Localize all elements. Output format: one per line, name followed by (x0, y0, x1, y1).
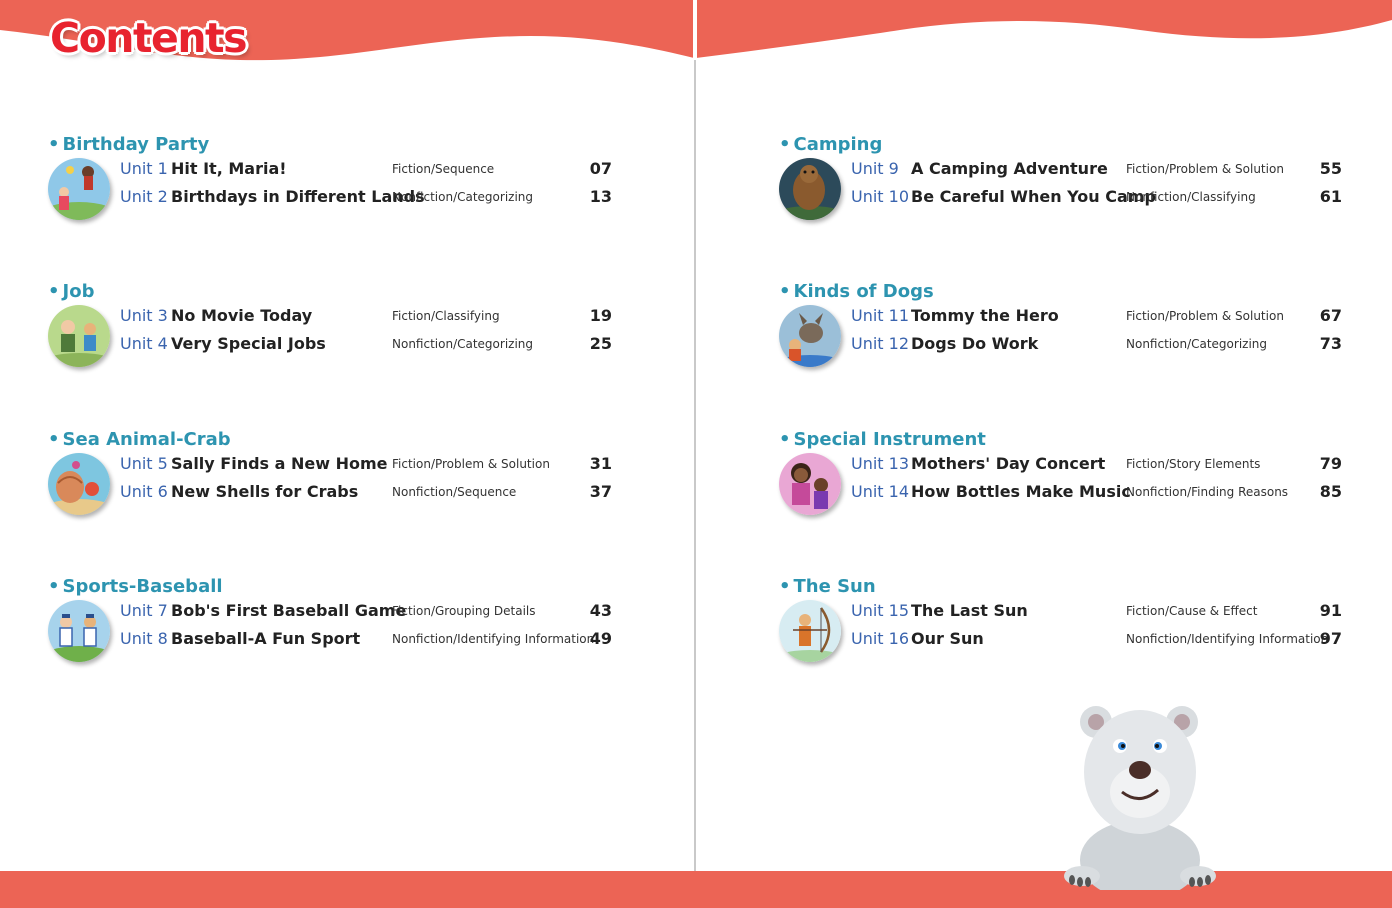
unit-title: The Last Sun (911, 601, 1028, 620)
section-title: • Sports-Baseball (48, 576, 223, 597)
unit-number: Unit 8 (120, 629, 168, 648)
unit-row[interactable] (120, 482, 640, 506)
unit-row[interactable] (120, 159, 640, 183)
unit-title: New Shells for Crabs (171, 482, 359, 501)
dog-thumbnail (779, 305, 841, 367)
section-title: • Sea Animal-Crab (48, 429, 231, 450)
unit-number: Unit 4 (120, 334, 168, 353)
unit-genre: Nonfiction/Identifying Information (392, 632, 595, 646)
unit-number: Unit 15 (851, 601, 910, 620)
unit-number: Unit 2 (120, 187, 168, 206)
unit-number: Unit 5 (120, 454, 168, 473)
page-number: 31 (589, 454, 612, 473)
unit-row[interactable] (851, 187, 1371, 211)
unit-number: Unit 14 (851, 482, 910, 501)
unit-genre: Fiction/Problem & Solution (1126, 309, 1284, 323)
page-number: 49 (589, 629, 612, 648)
unit-row[interactable] (120, 454, 640, 478)
page-number: 13 (589, 187, 612, 206)
unit-title: Bob's First Baseball Game (171, 601, 407, 620)
section-sea-animal-crab (48, 429, 648, 539)
unit-title: Be Careful When You Camp (911, 187, 1156, 206)
unit-title: Baseball-A Fun Sport (171, 629, 361, 648)
gutter-top-gap (693, 0, 697, 60)
camping-thumbnail (779, 158, 841, 220)
section-the-sun (779, 576, 1379, 686)
unit-genre: Fiction/Grouping Details (392, 604, 536, 618)
unit-row[interactable] (851, 159, 1371, 183)
section-title: • Kinds of Dogs (779, 281, 934, 302)
crab-thumbnail (48, 453, 110, 515)
unit-title: Sally Finds a New Home (171, 454, 388, 473)
sun-archer-thumbnail (779, 600, 841, 662)
section-job (48, 281, 648, 391)
page-number: 67 (1319, 306, 1342, 325)
unit-title: Dogs Do Work (911, 334, 1039, 353)
unit-number: Unit 10 (851, 187, 910, 206)
section-title: • Special Instrument (779, 429, 986, 450)
section-birthday-party (48, 134, 648, 244)
page-number: 25 (589, 334, 612, 353)
job-thumbnail (48, 305, 110, 367)
unit-row[interactable] (851, 601, 1371, 625)
unit-title: A Camping Adventure (911, 159, 1108, 178)
unit-number: Unit 7 (120, 601, 168, 620)
unit-title: Tommy the Hero (911, 306, 1059, 325)
unit-title: Our Sun (911, 629, 984, 648)
instrument-thumbnail (779, 453, 841, 515)
unit-row[interactable] (120, 187, 640, 211)
unit-genre: Nonfiction/Categorizing (392, 337, 534, 351)
unit-title: Hit It, Maria! (171, 159, 287, 178)
unit-row[interactable] (851, 482, 1371, 506)
page-number: 37 (589, 482, 612, 501)
unit-row[interactable] (120, 629, 640, 653)
unit-title: Mothers' Day Concert (911, 454, 1106, 473)
unit-row[interactable] (851, 306, 1371, 330)
unit-row[interactable] (120, 601, 640, 625)
unit-number: Unit 11 (851, 306, 910, 325)
section-sports-baseball (48, 576, 648, 686)
page-number: 79 (1319, 454, 1342, 473)
page-gutter (694, 0, 696, 908)
unit-genre: Nonfiction/Finding Reasons (1126, 485, 1289, 499)
unit-row[interactable] (120, 334, 640, 358)
unit-genre: Fiction/Problem & Solution (392, 457, 550, 471)
page-number: 97 (1319, 629, 1342, 648)
unit-genre: Nonfiction/Categorizing (392, 190, 534, 204)
unit-genre: Fiction/Sequence (392, 162, 495, 176)
unit-row[interactable] (851, 334, 1371, 358)
baseball-thumbnail (48, 600, 110, 662)
unit-title: Very Special Jobs (171, 334, 326, 353)
polar-bear-mascot (1060, 700, 1220, 890)
unit-genre: Nonfiction/Identifying Information (1126, 632, 1329, 646)
unit-row[interactable] (851, 454, 1371, 478)
unit-number: Unit 1 (120, 159, 168, 178)
unit-row[interactable] (120, 306, 640, 330)
unit-number: Unit 12 (851, 334, 910, 353)
unit-genre: Fiction/Story Elements (1126, 457, 1261, 471)
page-number: 55 (1319, 159, 1342, 178)
unit-genre: Fiction/Cause & Effect (1126, 604, 1258, 618)
section-title: • The Sun (779, 576, 876, 597)
section-title: • Camping (779, 134, 883, 155)
page-number: 85 (1319, 482, 1342, 501)
section-title: • Birthday Party (48, 134, 210, 155)
unit-genre: Nonfiction/Classifying (1126, 190, 1256, 204)
unit-genre: Fiction/Problem & Solution (1126, 162, 1284, 176)
unit-row[interactable] (851, 629, 1371, 653)
unit-number: Unit 9 (851, 159, 899, 178)
unit-number: Unit 13 (851, 454, 910, 473)
unit-genre: Nonfiction/Categorizing (1126, 337, 1268, 351)
birthday-thumbnail (48, 158, 110, 220)
unit-genre: Fiction/Classifying (392, 309, 500, 323)
page-number: 73 (1319, 334, 1342, 353)
page-number: 07 (589, 159, 612, 178)
section-title: • Job (48, 281, 95, 302)
unit-number: Unit 16 (851, 629, 910, 648)
page-number: 19 (589, 306, 612, 325)
page-number: 43 (589, 601, 612, 620)
unit-title: How Bottles Make Music (911, 482, 1131, 501)
section-kinds-of-dogs (779, 281, 1379, 391)
unit-genre: Nonfiction/Sequence (392, 485, 517, 499)
section-camping (779, 134, 1379, 244)
section-special-instrument (779, 429, 1379, 539)
page-number: 61 (1319, 187, 1342, 206)
page-title: Contents (50, 14, 247, 62)
unit-number: Unit 3 (120, 306, 168, 325)
unit-title: Birthdays in Different Lands (171, 187, 425, 206)
unit-title: No Movie Today (171, 306, 313, 325)
page-number: 91 (1319, 601, 1342, 620)
unit-number: Unit 6 (120, 482, 168, 501)
